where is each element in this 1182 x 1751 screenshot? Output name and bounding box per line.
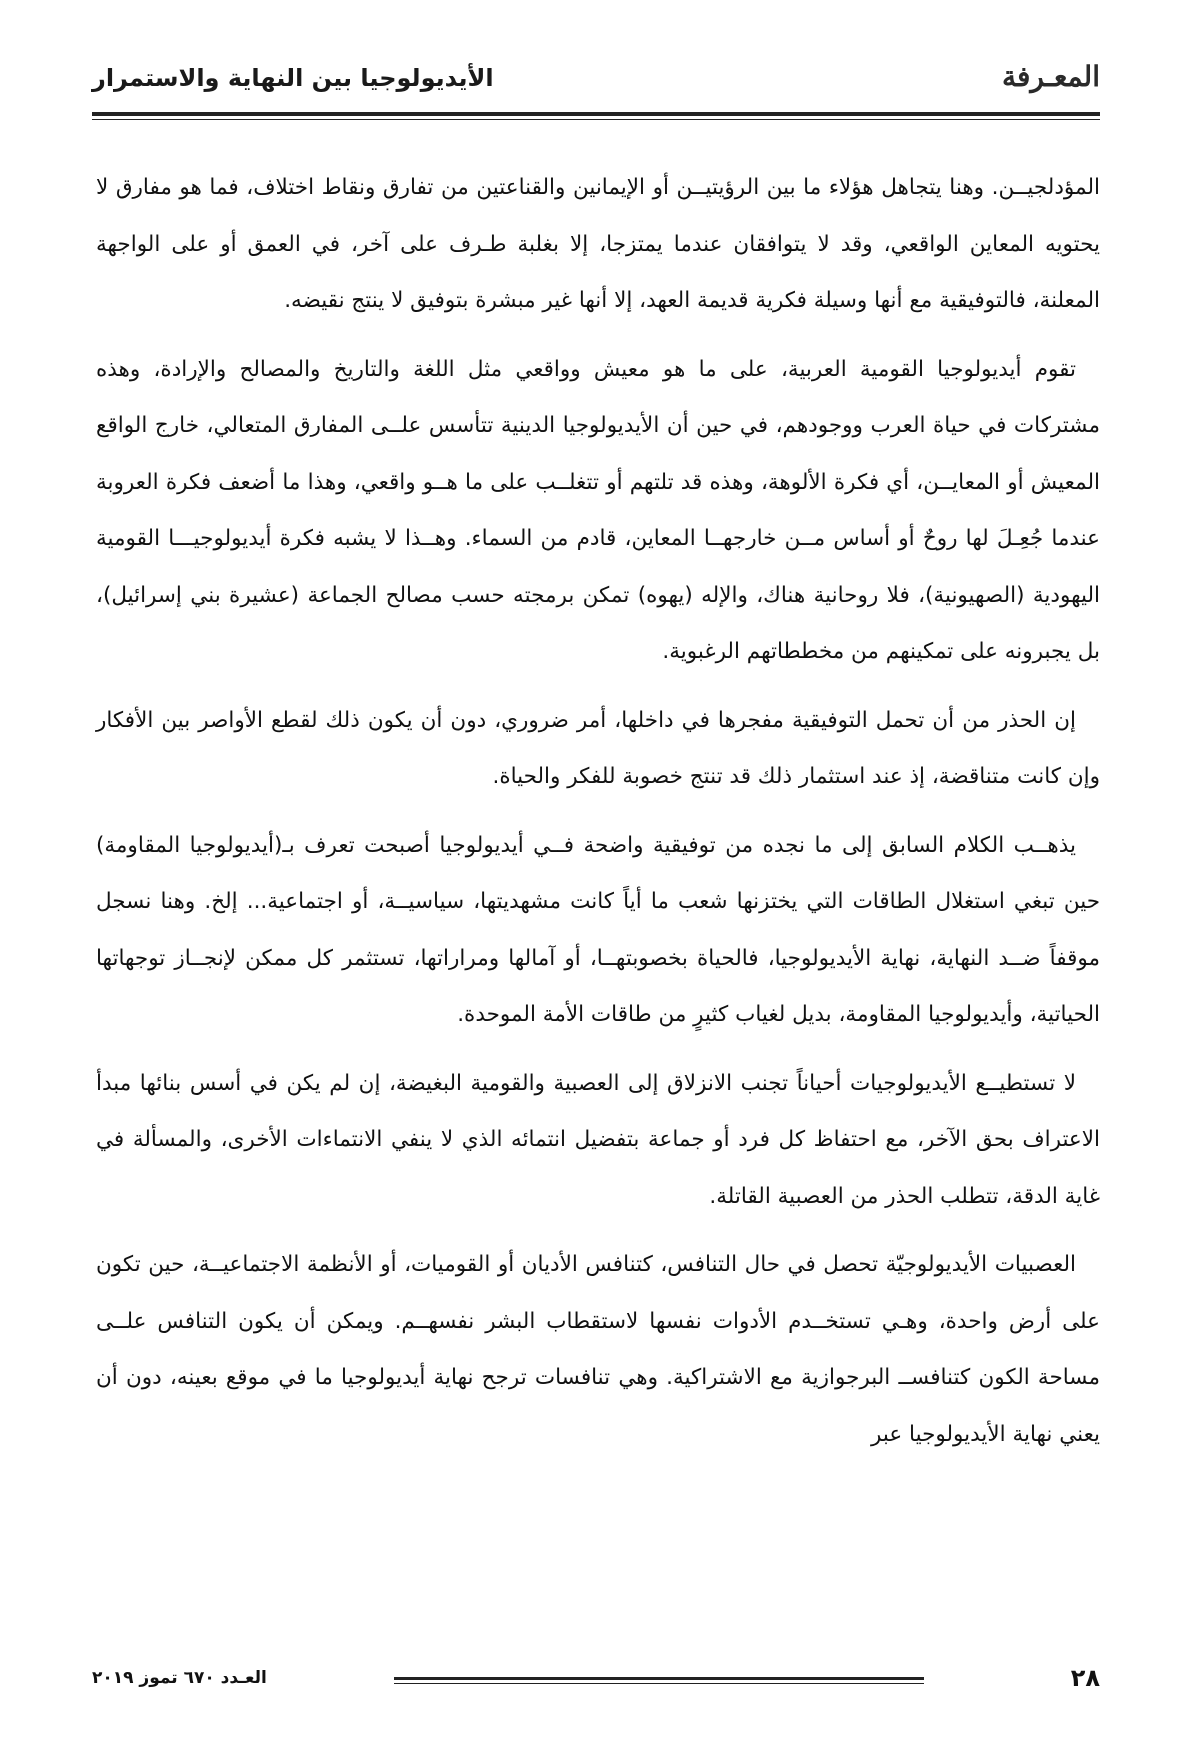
- paragraph-5: لا تستطيــع الأيديولوجيات أحياناً تجنب الانزلاق إلى العصبية والقومية البغيضة، إن لم يكن في أسس بنائها مبدأ الاعتراف بحق الآخر، مع احتفاظ كل فرد أو جماعة بتفضيل انتمائه الذي لا ينفي الانتماءات الأخرى، والمسألة في غاية الدقة، تتطلب الحذر من العصبية القاتلة.: [96, 1070, 1100, 1209]
- paragraph-3: إن الحذر من أن تحمل التوفيقية مفجرها في داخلها، أمر ضروري، دون أن يكون ذلك لقطع الأواصر بين الأفكار وإن كانت متناقضة، إذ عند استثمار ذلك قد تنتج خصوبة للفكر والحياة.: [96, 707, 1100, 789]
- paragraph-4: يذهــب الكلام السابق إلى ما نجده من توفيقية واضحة فــي أيديولوجيا أصبحت تعرف بـ(أيديولوجيا المقاومة) حين تبغي استغلال الطاقات التي يختزنها شعب ما أياً كانت مشهديتها، سياسيــة، أو اجتماعية... إلخ. وهنا نسجل موقفاً ضــد النهاية، نهاية الأيديولوجيا، فالحياة بخصوبتهــا، أو آمالها ومراراتها، تستثمر كل ممكن لإنجــاز توجهاتها الحياتية، وأيديولوجيا المقاومة، بديل لغياب كثيرٍ من طاقات الأمة الموحدة.: [96, 832, 1100, 1027]
- header-divider-thin: [92, 119, 1100, 120]
- paragraph-6: العصبيات الأيديولوجيّة تحصل في حال التنافس، كتنافس الأديان أو القوميات، أو الأنظمة الاجتماعيــة، حين تكون على أرض واحدة، وهـي تستخــدم الأدوات نفسها لاستقطاب البشر نفسهــم. ويمكن أن يكون التنافس علــى مساحة الكون كتنافســ البرجوازية مع الاشتراكية. وهي تنافسات ترجح نهاية أيديولوجيا ما في موقع بعينه، دون أن يعني نهاية الأيديولوجيا عبر: [96, 1252, 1100, 1447]
- page-header: [92, 58, 1100, 108]
- header-divider: [92, 112, 1100, 116]
- page-number: ٢٨: [1070, 1664, 1100, 1692]
- magazine-logo: المعـرفة: [1001, 60, 1100, 93]
- article-body: [96, 160, 1100, 1475]
- running-title: الأيديولوجيا بين النهاية والاستمرار: [92, 64, 494, 92]
- page-footer: [92, 1664, 1100, 1704]
- paragraph-1: المؤدلجيــن. وهنا يتجاهل هؤلاء ما بين الرؤيتيــن أو الإيمانين والقناعتين من تفارق ونقاط اختلاف، فما هو مفارق لا يحتويه المعاين الواقعي، وقد لا يتوافقان عندما يمتزجا، إلا بغلبة طـرف على آخر، في العمق أو على الواجهة المعلنة، فالتوفيقية مع أنها وسيلة فكرية قديمة العهد، إلا أنها غير مبشرة بتوفيق لا ينتج نقيضه.: [96, 175, 1100, 313]
- paragraph-2: تقوم أيديولوجيا القومية العربية، على ما هو معيش وواقعي مثل اللغة والتاريخ والمصالح والإرادة، وهذه مشتركات في حياة العرب ووجودهم، في حين أن الأيديولوجيا الدينية تتأسس علــى المفارق المتعالي، خارج الواقع المعيش أو المعايــن، أي فكرة الألوهة، وهذه قد تلتهم أو تتغلــب على ما هــو واقعي، وهذا ما أضعف فكرة العروبة عندما جُعِـلَ لها روحٌ أو أساس مــن خارجهــا المعاين، قادم من السماء. وهــذا لا يشبه فكرة أيديولوجيـــا القومية اليهودية (الصهيونية)، فلا روحانية هناك، والإله (يهوه) تمكن برمجته حسب مصالح الجماعة (عشيرة بني إسرائيل)، بل يجبرونه على تمكينهم من مخططاتهم الرغبوية.: [96, 356, 1100, 664]
- issue-info: العـدد ٦٧٠ تموز ٢٠١٩: [92, 1668, 267, 1688]
